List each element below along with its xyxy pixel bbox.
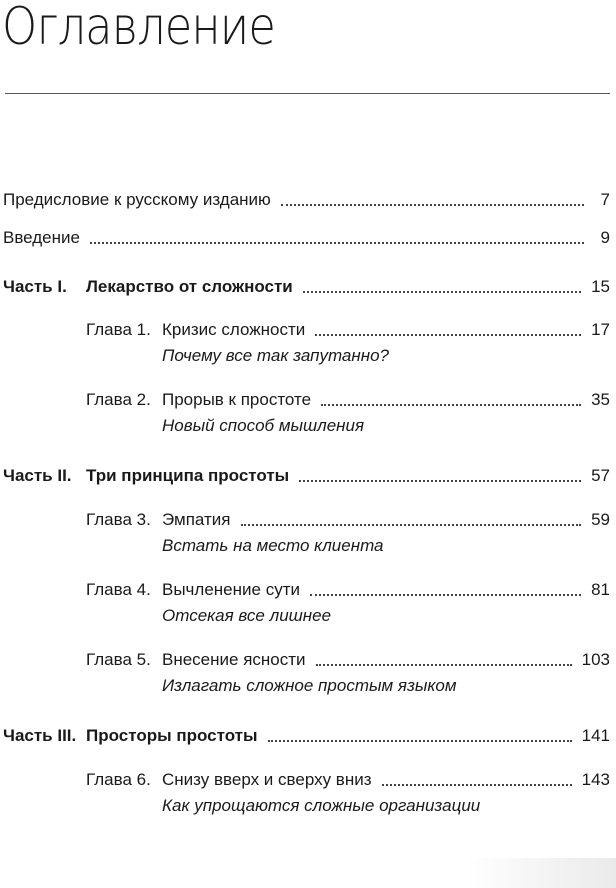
- chapter-label: Глава 1.: [86, 320, 151, 339]
- dot-leader: [316, 664, 572, 666]
- part-label: Часть III.: [3, 726, 77, 745]
- toc-entry-page: 9: [600, 228, 610, 247]
- chapter-label: Глава 2.: [86, 390, 151, 409]
- toc-chapter-2[interactable]: [86, 389, 610, 411]
- dot-leader: [310, 594, 581, 596]
- toc-entry-title: Предисловие к русскому изданию: [3, 190, 271, 209]
- chapter-label: Глава 4.: [86, 580, 151, 599]
- chapter-title: Снизу вверх и сверху вниз: [162, 770, 372, 789]
- toc-chapter-5[interactable]: [86, 649, 610, 671]
- toc-chapter-4[interactable]: [86, 579, 610, 601]
- part-title: Просторы простоты: [86, 726, 258, 745]
- chapter-label: Глава 3.: [86, 510, 151, 529]
- chapter-subtitle: Излагать сложное простым языком: [162, 676, 457, 695]
- dot-leader: [299, 480, 581, 482]
- chapter-title: Вычленение сути: [162, 580, 300, 599]
- chapter-page: 17: [591, 320, 610, 339]
- chapter-title: Кризис сложности: [162, 320, 306, 339]
- toc-part-1[interactable]: [3, 276, 610, 298]
- chapter-label: Глава 5.: [86, 650, 151, 669]
- dot-leader: [321, 404, 581, 406]
- part-page: 141: [581, 726, 610, 745]
- toc-part-2[interactable]: [3, 465, 610, 487]
- chapter-subtitle: Новый способ мышления: [162, 416, 365, 435]
- dot-leader: [268, 740, 572, 742]
- part-page: 15: [591, 277, 610, 296]
- chapter-title: Внесение ясности: [162, 650, 306, 669]
- toc-entry-introduction[interactable]: [3, 227, 610, 249]
- toc-chapter-1[interactable]: [86, 319, 610, 341]
- part-label: Часть II.: [3, 466, 72, 485]
- toc-part-3[interactable]: [3, 725, 610, 747]
- toc-entry-page: 7: [600, 190, 610, 209]
- dot-leader: [315, 334, 581, 336]
- chapter-subtitle: Встать на место клиента: [162, 536, 384, 555]
- chapter-subtitle: Как упрощаются сложные организации: [162, 796, 481, 815]
- dot-leader: [241, 524, 582, 526]
- chapter-page: 103: [581, 650, 610, 669]
- chapter-page: 81: [591, 580, 610, 599]
- chapter-title: Эмпатия: [162, 510, 231, 529]
- dot-leader: [281, 204, 584, 206]
- page-title: Оглавление: [2, 0, 276, 57]
- dot-leader: [90, 242, 584, 244]
- dot-leader: [303, 291, 581, 293]
- chapter-page: 143: [581, 770, 610, 789]
- chapter-label: Глава 6.: [86, 770, 151, 789]
- toc-chapter-3[interactable]: [86, 509, 610, 531]
- toc-entry-preface[interactable]: [3, 189, 610, 211]
- chapter-title: Прорыв к простоте: [162, 390, 312, 409]
- chapter-subtitle: Отсекая все лишнее: [162, 606, 332, 625]
- dot-leader: [382, 784, 572, 786]
- chapter-page: 59: [591, 510, 610, 529]
- toc-chapter-6[interactable]: [86, 769, 610, 791]
- chapter-page: 35: [591, 390, 610, 409]
- chapter-subtitle: Почему все так запутанно?: [162, 346, 389, 365]
- part-page: 57: [591, 466, 610, 485]
- part-label: Часть I.: [3, 277, 67, 296]
- watermark: [466, 858, 616, 888]
- part-title: Три принципа простоты: [86, 466, 290, 485]
- title-divider: [5, 93, 610, 94]
- part-title: Лекарство от сложности: [86, 277, 293, 296]
- toc-entry-title: Введение: [3, 228, 80, 247]
